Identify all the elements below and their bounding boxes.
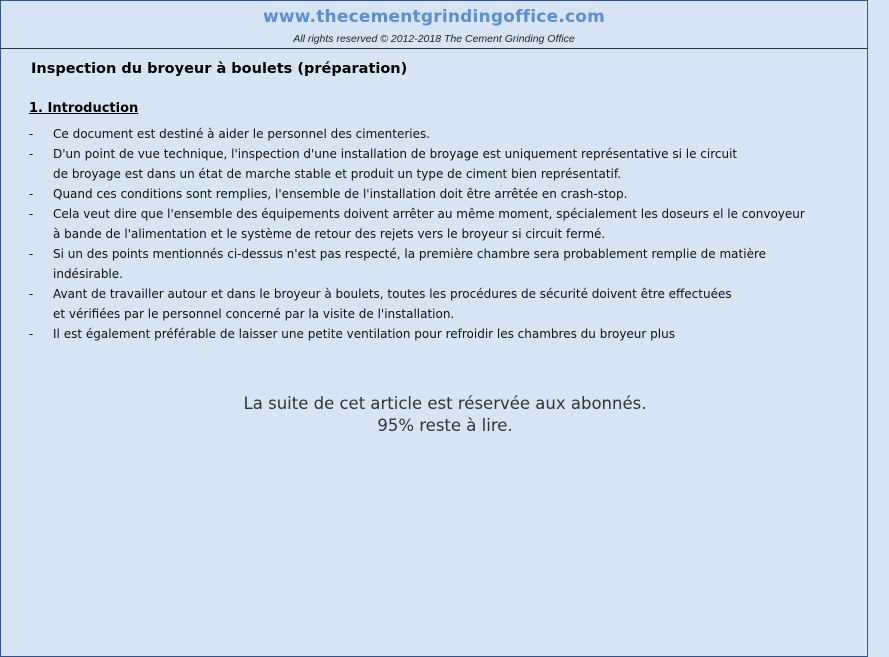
list-item [29, 284, 847, 324]
paywall-notice [1, 393, 889, 437]
bullet-text-line: D'un point de vue technique, l'inspection d'une installation de broyage est uniquement représentative si le circuit [53, 147, 738, 161]
bullet-dash: - [29, 147, 34, 161]
bullet-dash: - [29, 327, 34, 341]
bullet-text-line: indésirable. [53, 267, 123, 281]
page-header [1, 1, 867, 49]
bullet-text-line: à bande de l'alimentation et le système de retour des rejets vers le broyeur si circuit fermé. [53, 227, 606, 241]
bullet-dash: - [29, 247, 34, 261]
copyright-notice: All rights reserved © 2012-2018 The Cement Grinding Office [293, 33, 575, 45]
bullet-list [29, 124, 847, 341]
bullet-text-line: Cela veut dire que l'ensemble des équipements doivent arrêter au même moment, spécialement les doseurs el le convoyeur [53, 207, 805, 221]
paywall-message: La suite de cet article est réservée aux abonnés. [243, 394, 647, 413]
document-content [1, 61, 867, 341]
bullet-text-line: Avant de travailler autour et dans le broyeur à boulets, toutes les procédures de sécurité doivent être effectuées [53, 287, 732, 301]
paywall-remaining: 95% reste à lire. [377, 416, 513, 435]
bullet-text-line: Quand ces conditions sont remplies, l'ensemble de l'installation doit être arrêtée en crash-stop. [53, 187, 628, 201]
section-heading-introduction: 1. Introduction [29, 101, 139, 116]
bullet-dash: - [29, 207, 34, 221]
bullet-dash: - [29, 187, 34, 201]
bullet-dash: - [29, 287, 34, 301]
list-item [29, 204, 847, 244]
list-item [29, 124, 847, 144]
list-item [29, 184, 847, 204]
bullet-dash: - [29, 127, 34, 141]
site-url-link[interactable]: www.thecementgrindingoffice.com [262, 7, 606, 27]
bullet-text-line: Il est également préférable de laisser une petite ventilation pour refroidir les chambres du broyeur plus [53, 327, 675, 341]
list-item [29, 324, 847, 344]
document-title: Inspection du broyeur à boulets (préparation) [31, 61, 408, 77]
bullet-text-line: Si un des points mentionnés ci-dessus n'est pas respecté, la première chambre sera probablement remplie de matière [53, 247, 766, 261]
bullet-text-line: de broyage est dans un état de marche stable et produit un type de ciment bien représentatif. [53, 167, 622, 181]
list-item [29, 244, 847, 284]
list-item [29, 144, 847, 184]
bullet-text-line: et vérifiées par le personnel concerné par la visite de l'installation. [53, 307, 455, 321]
bullet-text-line: Ce document est destiné à aider le personnel des cimenteries. [53, 127, 431, 141]
